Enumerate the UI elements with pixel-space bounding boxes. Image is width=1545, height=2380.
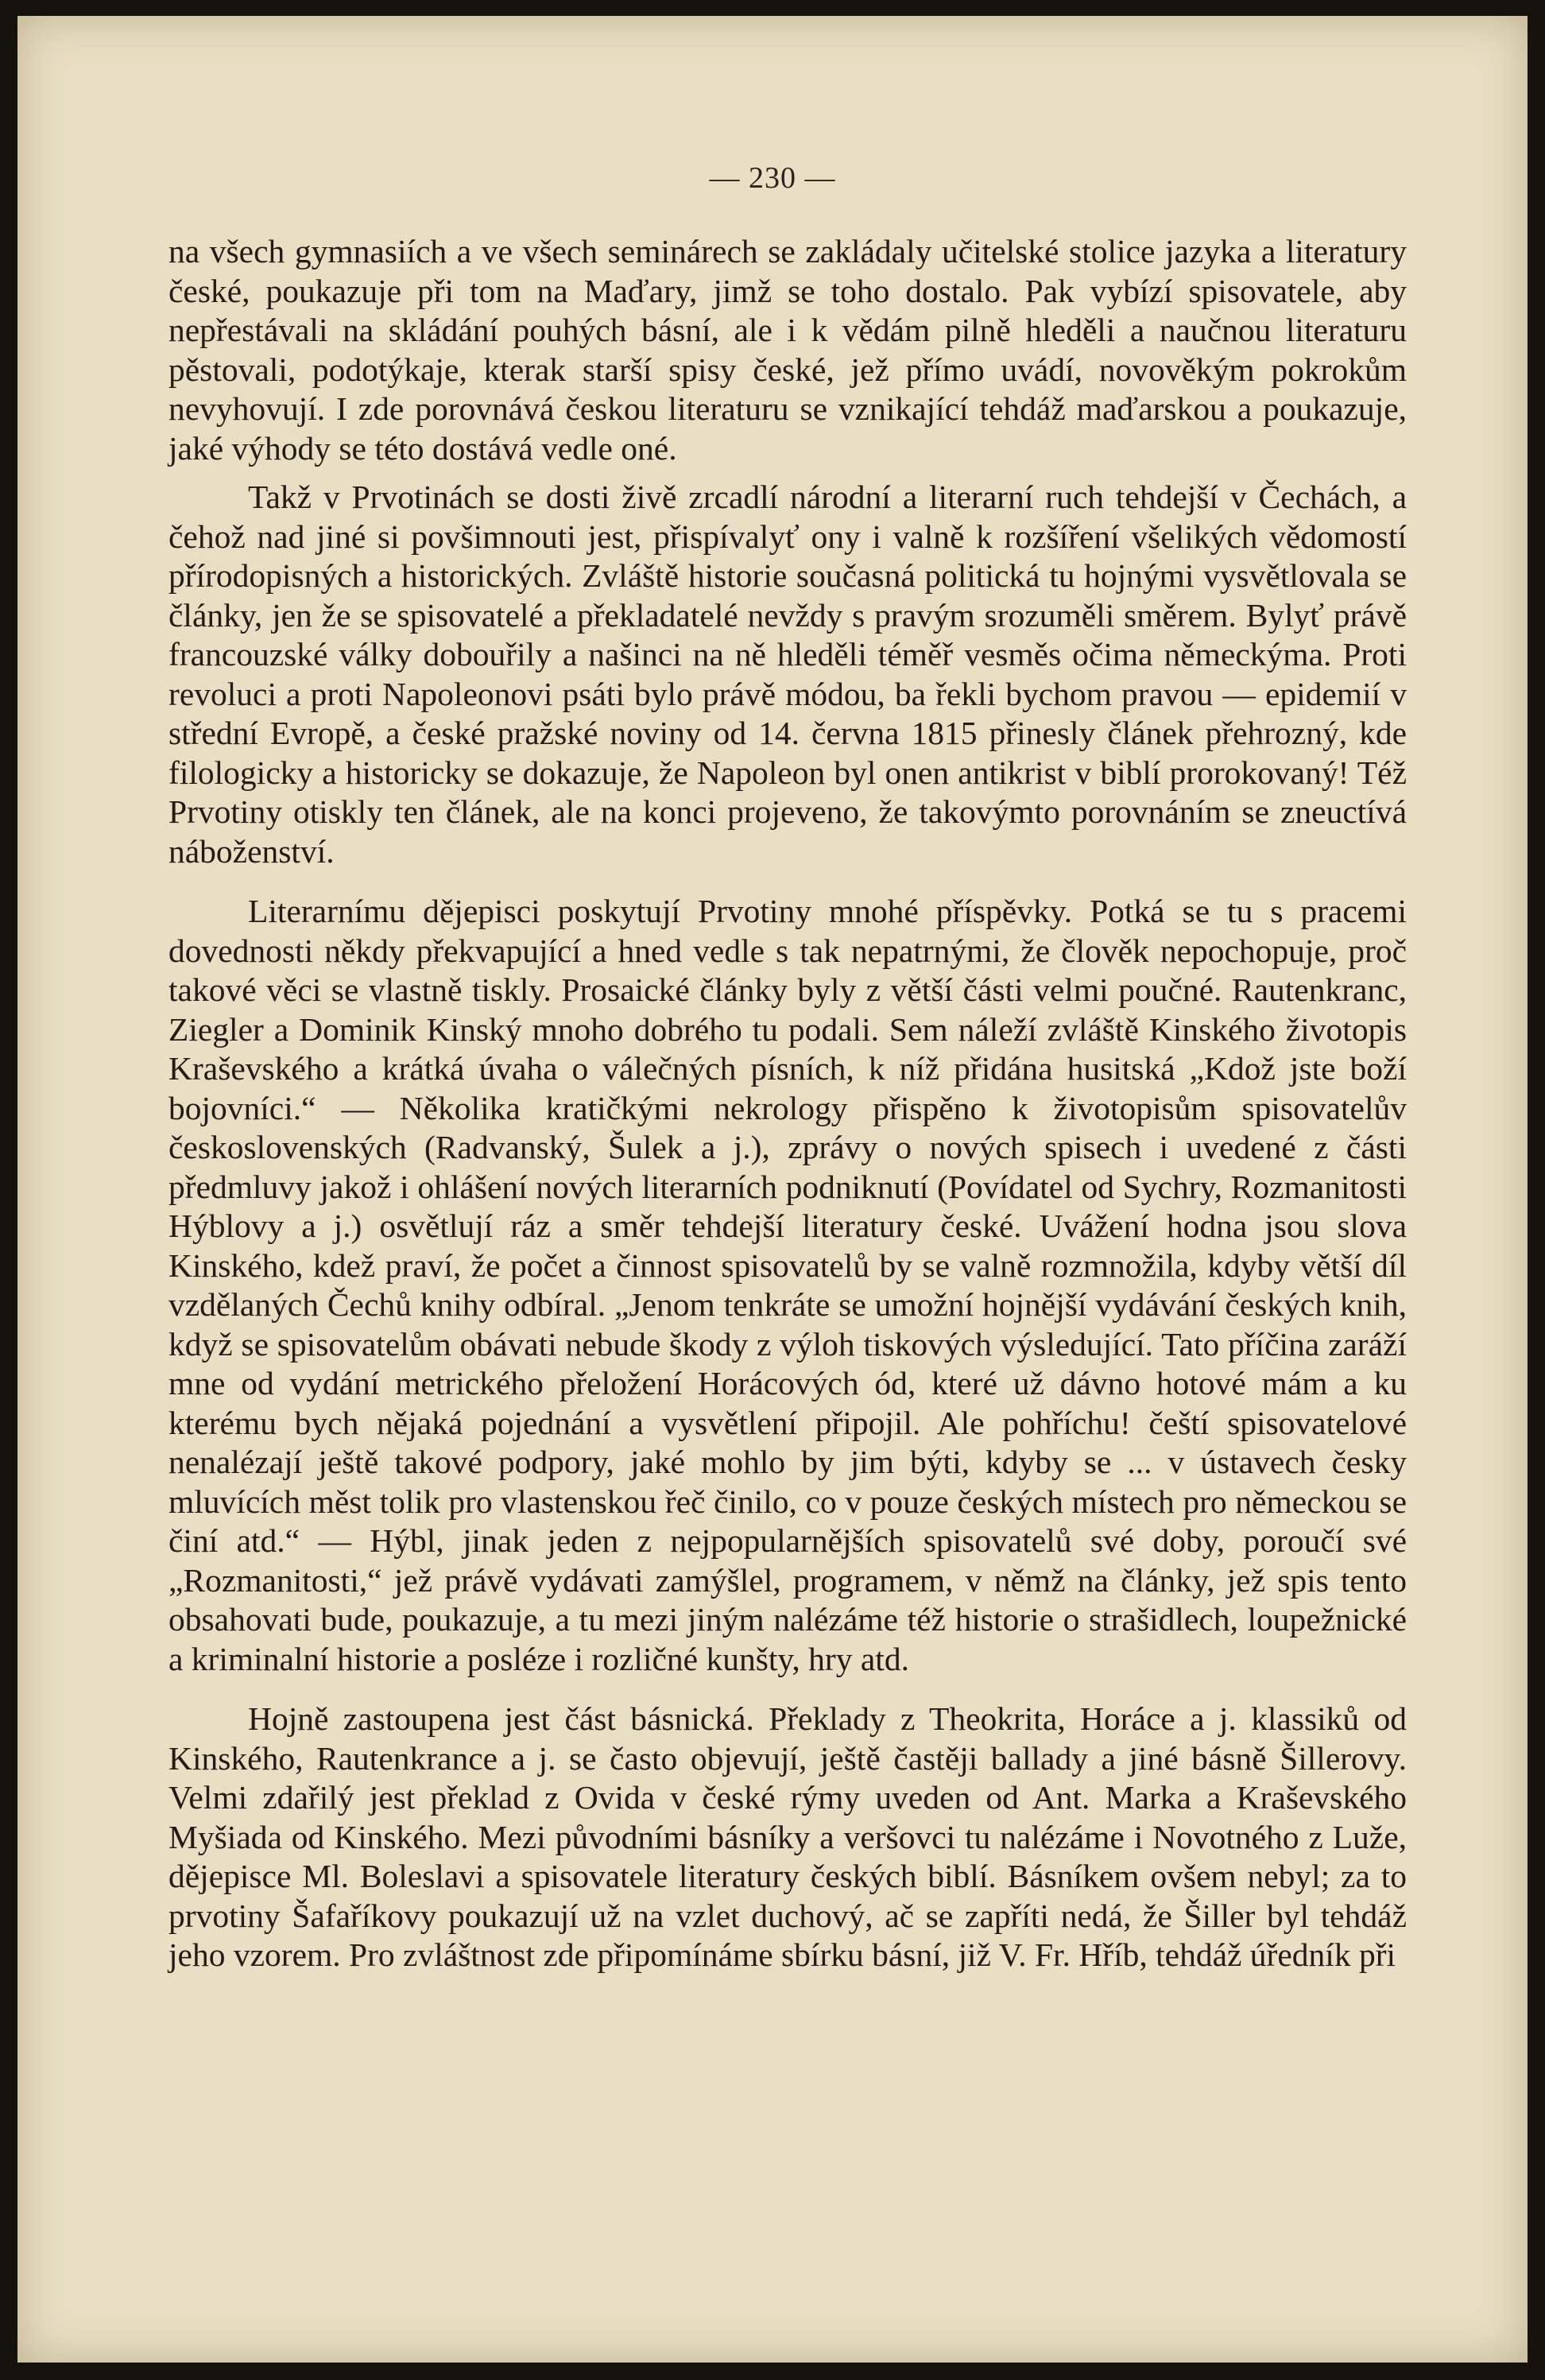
paragraph-continuation: na všech gymnasiích a ve všech seminárech se zakládaly učitelské stolice jazyka a literatury české, poukazuje při tom na Maďary, jimž se toho dostalo. Pak vybízí spisovatele, aby nepřestávali na skládání pouhých básní, ale i k vědám pilně hleděli a naučnou literaturu pěstovali, podotýkaje, kterak starší spisy české, jež přímo uvádí, novověkým pokrokům nevyhovují. I zde porovnává českou literaturu se vznikající tehdáž maďarskou a poukazuje, jaké výhody se této dostává vedle oné.: [168, 233, 1407, 467]
page-number: — 230 —: [709, 161, 836, 195]
paragraph-prvotiny-ruch: Takž v Prvotinách se dosti živě zrcadlí národní a literarní ruch tehdejší v Čechách, a čehož nad jiné si povšimnouti jest, přispívalyť ony i valně k rozšíření všelikých vědomostí přírodopisných a historických. Zvláště historie současná politická tu hojnými vysvětlovala se články, jen že se spisovatelé a překladatelé nevždy s pravým srozuměli směrem. Bylyť právě francouzské války dobouřily a našinci na ně hleděli téměř vesměs očima německýma. Proti revoluci a proti Napoleonovi psáti bylo právě módou, ba řekli bychom pravou — epidemií v střední Evropě, a české pražské noviny od 14. června 1815 přinesly článek přehrozný, kde filologicky a historicky se dokazuje, že Napoleon byl onen antikrist v biblí prorokovaný! Též Prvotiny otiskly ten článek, ale na konci projeveno, že takovýmto porovnáním se zneuctívá náboženství.: [168, 479, 1407, 870]
paragraph-cast-basnicka: Hojně zastoupena jest část básnická. Překlady z Theokrita, Horáce a j. klassiků od Kinského, Rautenkrance a j. se často objevují, ještě častěji ballady a jiné básně Šillerovy. Velmi zdařilý jest překlad z Ovida v české rýmy uveden od Ant. Marka a Kraševského Myšiada od Kinského. Mezi původními básníky a veršovci tu nalézáme i Novotného z Luže, dějepisce Ml. Boleslavi a spisovatele literatury českých biblí. Básníkem ovšem nebyl; za to prvotiny Šafaříkovy poukazují už na vzlet duchový, ač se zapříti nedá, že Šiller byl tehdáž jeho vzorem. Pro zvláštnost zde připomínáme sbírku básní, již V. Fr. Hříb, tehdáž úředník při: [168, 1700, 1407, 1973]
paragraph-literarni-dejepisec: Literarnímu dějepisci poskytují Prvotiny mnohé příspěvky. Potká se tu s pracemi dovednosti někdy překvapující a hned vedle s tak nepatrnými, že člověk nepochopuje, proč takové věci se vlastně tiskly. Prosaické články byly z větší části velmi poučné. Rautenkranc, Ziegler a Dominik Kinský mnoho dobrého tu podali. Sem náleží zvláště Kinského životopis Kraševského a krátká úvaha o válečných písních, k níž přidána husitská „Kdož jste boží bojovníci.“ — Několika kratičkými nekrology přispěno k životopisům spisovatelův československých (Radvanský, Šulek a j.), zprávy o nových spisech i uvedené z části předmluvy jakož i ohlášení nových literarních podniknutí (Povídatel od Sychry, Rozmanitosti Hýblovy a j.) osvětlují ráz a směr tehdejší literatury české. Uvážení hodna jsou slova Kinského, kdež praví, že počet a činnost spisovatelů by se valně rozmnožila, kdyby větší díl vzdělaných Čechů knihy odbíral. „Jenom tenkráte se umožní hojnější vydávání českých knih, když se spisovatelům obávati nebude škody z výloh tiskových výsledující. Tato příčina zaráží mne od vydání metrického přeložení Horácových ód, které už dávno hotové mám a ku kterému bych nějaká pojednání a vysvětlení připojil. Ale pohříchu! čeští spisovatelové nenalézají ještě takové podpory, jaké mohlo by jim býti, kdyby se ... v ústavech česky mluvících měst tolik pro vlastenskou řeč činilo, co v pouze českých místech pro německou se činí atd.“ — Hýbl, jinak jeden z nejpopularnějších spisovatelů své doby, poroučí své „Rozmanitosti,“ jež právě vydávati zamýšlel, programem, v němž na články, jež spis tento obsahovati bude, poukazuje, a tu mezi jiným nalézáme též historie o strašidlech, loupežnické a kriminalní historie a posléze i rozličné kunšty, hry atd.: [168, 893, 1407, 1677]
page-text-body: [168, 232, 1407, 1975]
